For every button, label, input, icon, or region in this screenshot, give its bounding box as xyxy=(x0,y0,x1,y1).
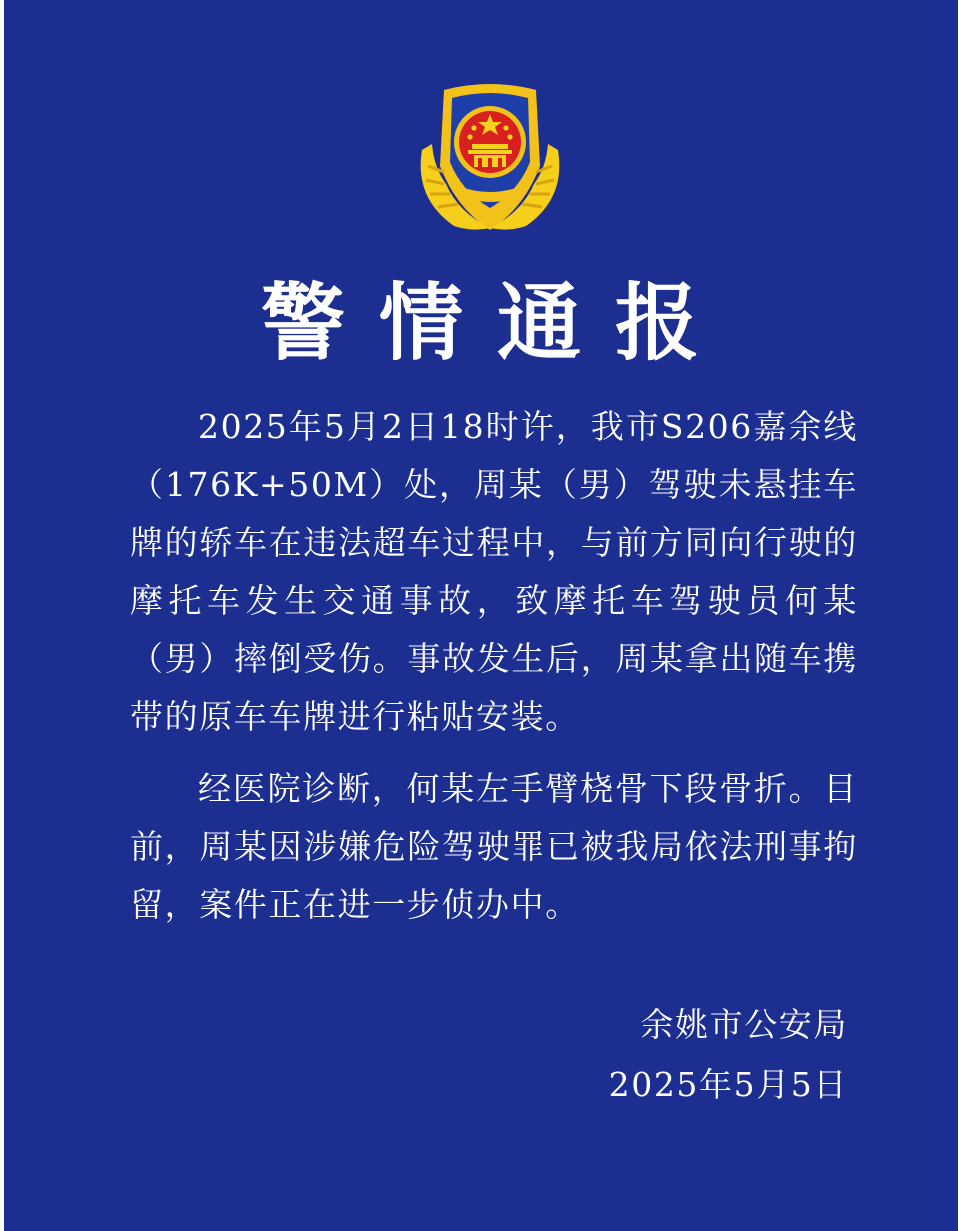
notice-paragraph: 经医院诊断，何某左手臂桡骨下段骨折。目前，周某因涉嫌危险驾驶罪已被我局依法刑事拘留，案件正在进一步侦办中。 xyxy=(130,769,858,924)
notice-paragraph: 2025年5月2日18时许，我市S206嘉余线（176K+50M）处，周某（男）驾驶未悬挂车牌的轿车在违法超车过程中，与前方同向行驶的摩托车发生交通事故，致摩托车驾驶员何某（男）摔倒受伤。事故发生后，周某拿出随车携带的原车车牌进行粘贴安装。 xyxy=(130,407,858,736)
notice-title: 警情通报 xyxy=(260,273,733,372)
issuing-organization: 余姚市公安局 xyxy=(640,1005,848,1044)
police-emblem-icon xyxy=(414,80,566,235)
issue-date: 2025年5月5日 xyxy=(608,1065,848,1104)
